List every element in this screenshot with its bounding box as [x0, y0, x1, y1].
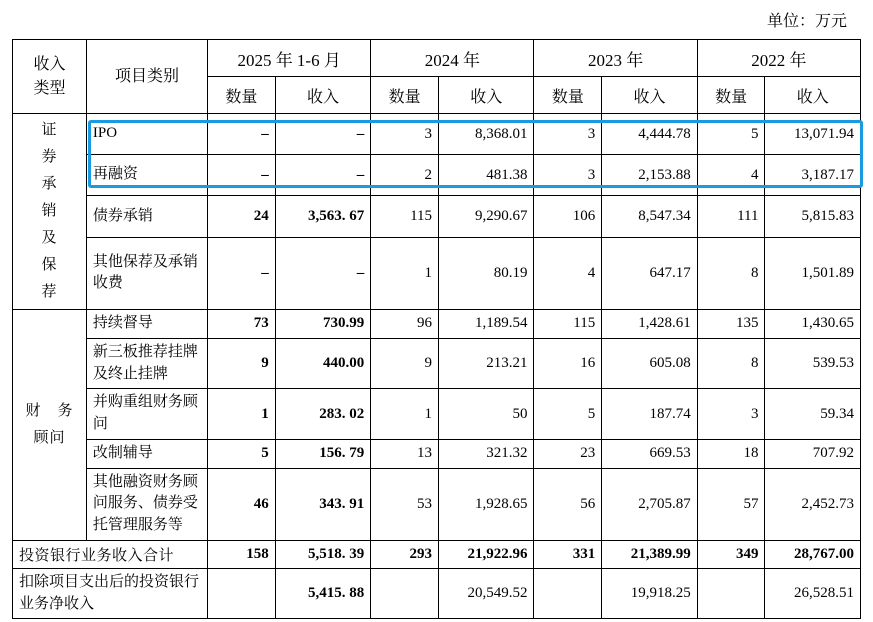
cell-qty-2022: 8 — [697, 237, 765, 309]
cell-qty-2024: 96 — [371, 310, 439, 339]
cell-rev-2024: 213.21 — [439, 338, 534, 389]
cell-qty-2022: 3 — [697, 389, 765, 440]
net-rev-2024: 20,549.52 — [439, 568, 534, 619]
row-category: 债券承销 — [86, 196, 207, 237]
table-row — [13, 439, 861, 468]
cell-qty-2025h1: 9 — [208, 338, 276, 389]
cell-rev-2024: 8,368.01 — [439, 114, 534, 155]
row-category: 持续督导 — [86, 310, 207, 339]
net-rev-2025h1: 5,415. 88 — [275, 568, 370, 619]
cell-rev-2023: 605.08 — [602, 338, 697, 389]
cell-qty-2025h1: 46 — [208, 468, 276, 540]
row-category: 再融资 — [86, 155, 207, 196]
cell-rev-2023: 669.53 — [602, 439, 697, 468]
net-label: 扣除项目支出后的投资银行业务净收入 — [13, 568, 208, 619]
header-rev-2023: 收入 — [602, 77, 697, 114]
row-category: 改制辅导 — [86, 439, 207, 468]
cell-qty-2023: 23 — [534, 439, 602, 468]
cell-rev-2025h1: – — [275, 237, 370, 309]
cell-rev-2025h1: 440.00 — [275, 338, 370, 389]
cell-rev-2023: 2,153.88 — [602, 155, 697, 196]
cell-rev-2025h1: 730.99 — [275, 310, 370, 339]
cell-qty-2023: 3 — [534, 114, 602, 155]
group-label-financial-advisory — [13, 310, 87, 541]
cell-rev-2022: 59.34 — [765, 389, 861, 440]
cell-qty-2024: 1 — [371, 237, 439, 309]
total-label: 投资银行业务收入合计 — [13, 540, 208, 568]
cell-rev-2022: 5,815.83 — [765, 196, 861, 237]
header-period-2024: 2024 年 — [371, 40, 534, 77]
table-row-net — [13, 568, 861, 619]
cell-qty-2025h1: – — [208, 114, 276, 155]
cell-qty-2024: 53 — [371, 468, 439, 540]
table-row — [13, 468, 861, 540]
cell-qty-2025h1: – — [208, 155, 276, 196]
total-qty-2022: 349 — [697, 540, 765, 568]
header-revenue-type-line2: 类型 — [33, 79, 66, 97]
total-rev-2024: 21,922.96 — [439, 540, 534, 568]
header-qty-2025h1: 数量 — [208, 77, 276, 114]
cell-rev-2024: 1,189.54 — [439, 310, 534, 339]
cell-qty-2022: 57 — [697, 468, 765, 540]
cell-rev-2024: 80.19 — [439, 237, 534, 309]
net-qty-2024 — [371, 568, 439, 619]
header-qty-2022: 数量 — [697, 77, 765, 114]
cell-qty-2024: 3 — [371, 114, 439, 155]
total-rev-2022: 28,767.00 — [765, 540, 861, 568]
row-category: 并购重组财务顾问 — [86, 389, 207, 440]
header-period-2025h1: 2025 年 1-6 月 — [208, 40, 371, 77]
cell-rev-2025h1: 283. 02 — [275, 389, 370, 440]
group-label-line: 荐 — [41, 284, 58, 300]
cell-qty-2023: 4 — [534, 237, 602, 309]
cell-rev-2023: 187.74 — [602, 389, 697, 440]
cell-qty-2025h1: 5 — [208, 439, 276, 468]
cell-qty-2024: 2 — [371, 155, 439, 196]
cell-rev-2024: 321.32 — [439, 439, 534, 468]
cell-rev-2022: 2,452.73 — [765, 468, 861, 540]
cell-rev-2023: 2,705.87 — [602, 468, 697, 540]
header-category: 项目类别 — [86, 40, 207, 114]
cell-qty-2022: 135 — [697, 310, 765, 339]
row-category: IPO — [86, 114, 207, 155]
header-qty-2023: 数量 — [534, 77, 602, 114]
header-period-2023: 2023 年 — [534, 40, 697, 77]
total-rev-2023: 21,389.99 — [602, 540, 697, 568]
group-label-line: 券 — [41, 149, 58, 165]
cell-qty-2025h1: 1 — [208, 389, 276, 440]
group-label-line: 承 — [41, 176, 58, 192]
row-category: 其他保荐及承销收费 — [86, 237, 207, 309]
table-row-total — [13, 540, 861, 568]
cell-rev-2023: 1,428.61 — [602, 310, 697, 339]
cell-rev-2022: 1,501.89 — [765, 237, 861, 309]
table-row — [13, 338, 861, 389]
cell-qty-2024: 9 — [371, 338, 439, 389]
total-qty-2023: 331 — [534, 540, 602, 568]
cell-qty-2022: 4 — [697, 155, 765, 196]
cell-qty-2023: 16 — [534, 338, 602, 389]
header-qty-2024: 数量 — [371, 77, 439, 114]
cell-qty-2025h1: 24 — [208, 196, 276, 237]
cell-qty-2022: 8 — [697, 338, 765, 389]
table-row — [13, 196, 861, 237]
cell-qty-2025h1: – — [208, 237, 276, 309]
cell-rev-2023: 8,547.34 — [602, 196, 697, 237]
cell-rev-2022: 707.92 — [765, 439, 861, 468]
net-qty-2022 — [697, 568, 765, 619]
cell-rev-2025h1: 343. 91 — [275, 468, 370, 540]
header-rev-2025h1: 收入 — [275, 77, 370, 114]
group-label-line: 顾问 — [33, 429, 66, 446]
cell-rev-2022: 13,071.94 — [765, 114, 861, 155]
cell-rev-2025h1: – — [275, 155, 370, 196]
cell-rev-2022: 1,430.65 — [765, 310, 861, 339]
cell-rev-2025h1: – — [275, 114, 370, 155]
cell-rev-2024: 50 — [439, 389, 534, 440]
row-category: 新三板推荐挂牌及终止挂牌 — [86, 338, 207, 389]
group-label-line: 保 — [41, 257, 58, 273]
total-qty-2025h1: 158 — [208, 540, 276, 568]
cell-qty-2023: 56 — [534, 468, 602, 540]
cell-qty-2024: 13 — [371, 439, 439, 468]
cell-qty-2024: 1 — [371, 389, 439, 440]
cell-rev-2025h1: 3,563. 67 — [275, 196, 370, 237]
unit-note: 单位：万元 — [766, 13, 847, 30]
cell-rev-2023: 4,444.78 — [602, 114, 697, 155]
cell-qty-2023: 115 — [534, 310, 602, 339]
total-rev-2025h1: 5,518. 39 — [275, 540, 370, 568]
cell-rev-2024: 481.38 — [439, 155, 534, 196]
group-label-line: 财 务 — [25, 402, 74, 419]
net-qty-2023 — [534, 568, 602, 619]
cell-rev-2022: 539.53 — [765, 338, 861, 389]
group-label-underwriting — [13, 114, 87, 310]
cell-rev-2024: 9,290.67 — [439, 196, 534, 237]
header-period-2022: 2022 年 — [697, 40, 860, 77]
cell-qty-2022: 5 — [697, 114, 765, 155]
cell-qty-2023: 5 — [534, 389, 602, 440]
cell-rev-2025h1: 156. 79 — [275, 439, 370, 468]
cell-qty-2023: 3 — [534, 155, 602, 196]
group-label-line: 及 — [41, 230, 58, 246]
net-rev-2023: 19,918.25 — [602, 568, 697, 619]
header-rev-2022: 收入 — [765, 77, 861, 114]
cell-qty-2025h1: 73 — [208, 310, 276, 339]
header-revenue-type — [13, 40, 87, 114]
header-revenue-type-line1: 收入 — [33, 55, 66, 73]
net-qty-2025h1 — [208, 568, 276, 619]
cell-rev-2024: 1,928.65 — [439, 468, 534, 540]
group-label-line: 证 — [41, 122, 58, 138]
cell-qty-2022: 18 — [697, 439, 765, 468]
table-header-row-years — [13, 40, 861, 77]
group-label-line: 销 — [41, 203, 58, 219]
table-row — [13, 114, 861, 155]
cell-qty-2023: 106 — [534, 196, 602, 237]
cell-qty-2022: 111 — [697, 196, 765, 237]
table-row — [13, 155, 861, 196]
cell-rev-2023: 647.17 — [602, 237, 697, 309]
table-row — [13, 389, 861, 440]
cell-rev-2022: 3,187.17 — [765, 155, 861, 196]
header-rev-2024: 收入 — [439, 77, 534, 114]
total-qty-2024: 293 — [371, 540, 439, 568]
investment-banking-revenue-table — [12, 39, 861, 619]
row-category: 其他融资财务顾问服务、债券受托管理服务等 — [86, 468, 207, 540]
table-row — [13, 310, 861, 339]
net-rev-2022: 26,528.51 — [765, 568, 861, 619]
cell-qty-2024: 115 — [371, 196, 439, 237]
table-row — [13, 237, 861, 309]
